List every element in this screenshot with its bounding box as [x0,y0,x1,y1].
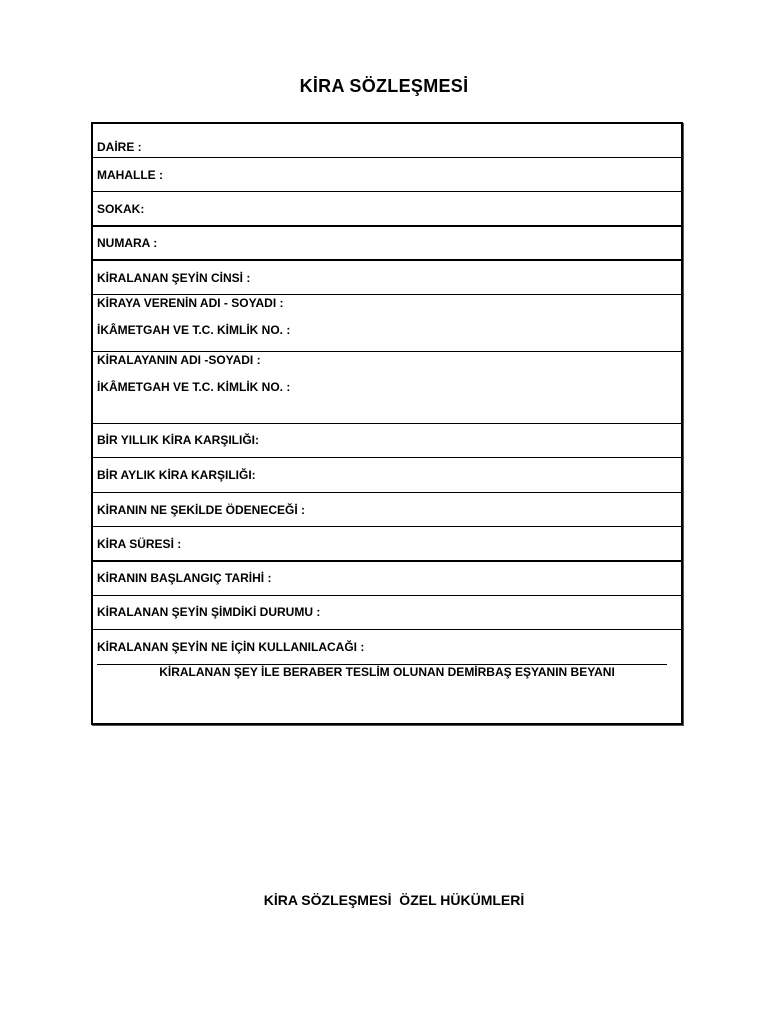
row-daire [93,124,681,158]
row-kullanim-amaci [93,630,681,663]
row-mahalle [93,158,681,192]
row-aylik-kira [93,458,681,493]
label-sokak: SOKAK: [97,202,145,216]
row-yillik-kira [93,424,681,458]
label-kira-suresi: KİRA SÜRESİ : [97,537,182,551]
label-mahalle: MAHALLE : [97,168,163,182]
label-daire: DAİRE : [97,140,142,154]
label-simdiki-durum: KİRALANAN ŞEYİN ŞİMDİKİ DURUMU : [97,605,321,619]
row-odeme-sekli [93,493,681,527]
row-kiralanan-seyin-cinsi [93,261,681,295]
label-kiraya-veren-adi: KİRAYA VERENİN ADI - SOYADI : [97,296,284,310]
label-kiraya-veren-ikametgah: İKÂMETGAH VE T.C. KİMLİK NO. : [97,323,291,337]
label-yillik-kira: BİR YILLIK KİRA KARŞILIĞI: [97,433,259,447]
label-kullanim-amaci: KİRALANAN ŞEYİN NE İÇİN KULLANILACAĞI : [97,640,365,654]
row-simdiki-durum [93,596,681,630]
row-baslangic-tarihi [93,562,681,596]
label-odeme-sekli: KİRANIN NE ŞEKİLDE ÖDENECEĞİ : [97,503,306,517]
special-provisions-title: KİRA SÖZLEŞMESİ ÖZEL HÜKÜMLERİ [263,892,525,908]
row-kiraya-veren [93,295,681,352]
label-kiralayan-adi: KİRALAYANIN ADI -SOYADI : [97,353,261,367]
label-aylik-kira: BİR AYLIK KİRA KARŞILIĞI: [97,468,256,482]
label-demirbas-beyani: KİRALANAN ŞEY İLE BERABER TESLİM OLUNAN DEMİRBAŞ EŞYANIN BEYANI [159,665,615,679]
label-baslangic-tarihi: KİRANIN BAŞLANGIÇ TARİHİ : [97,571,272,585]
row-kira-suresi [93,527,681,562]
label-numara: NUMARA : [97,236,158,250]
row-numara [93,227,681,261]
label-kiralayan-ikametgah: İKÂMETGAH VE T.C. KİMLİK NO. : [97,380,291,394]
row-kiralayan [93,352,681,424]
row-sokak [93,192,681,227]
document-title: KİRA SÖZLEŞMESİ [299,76,469,96]
label-kiralanan-seyin-cinsi: KİRALANAN ŞEYİN CİNSİ : [97,271,251,285]
contract-form-table [91,122,683,725]
